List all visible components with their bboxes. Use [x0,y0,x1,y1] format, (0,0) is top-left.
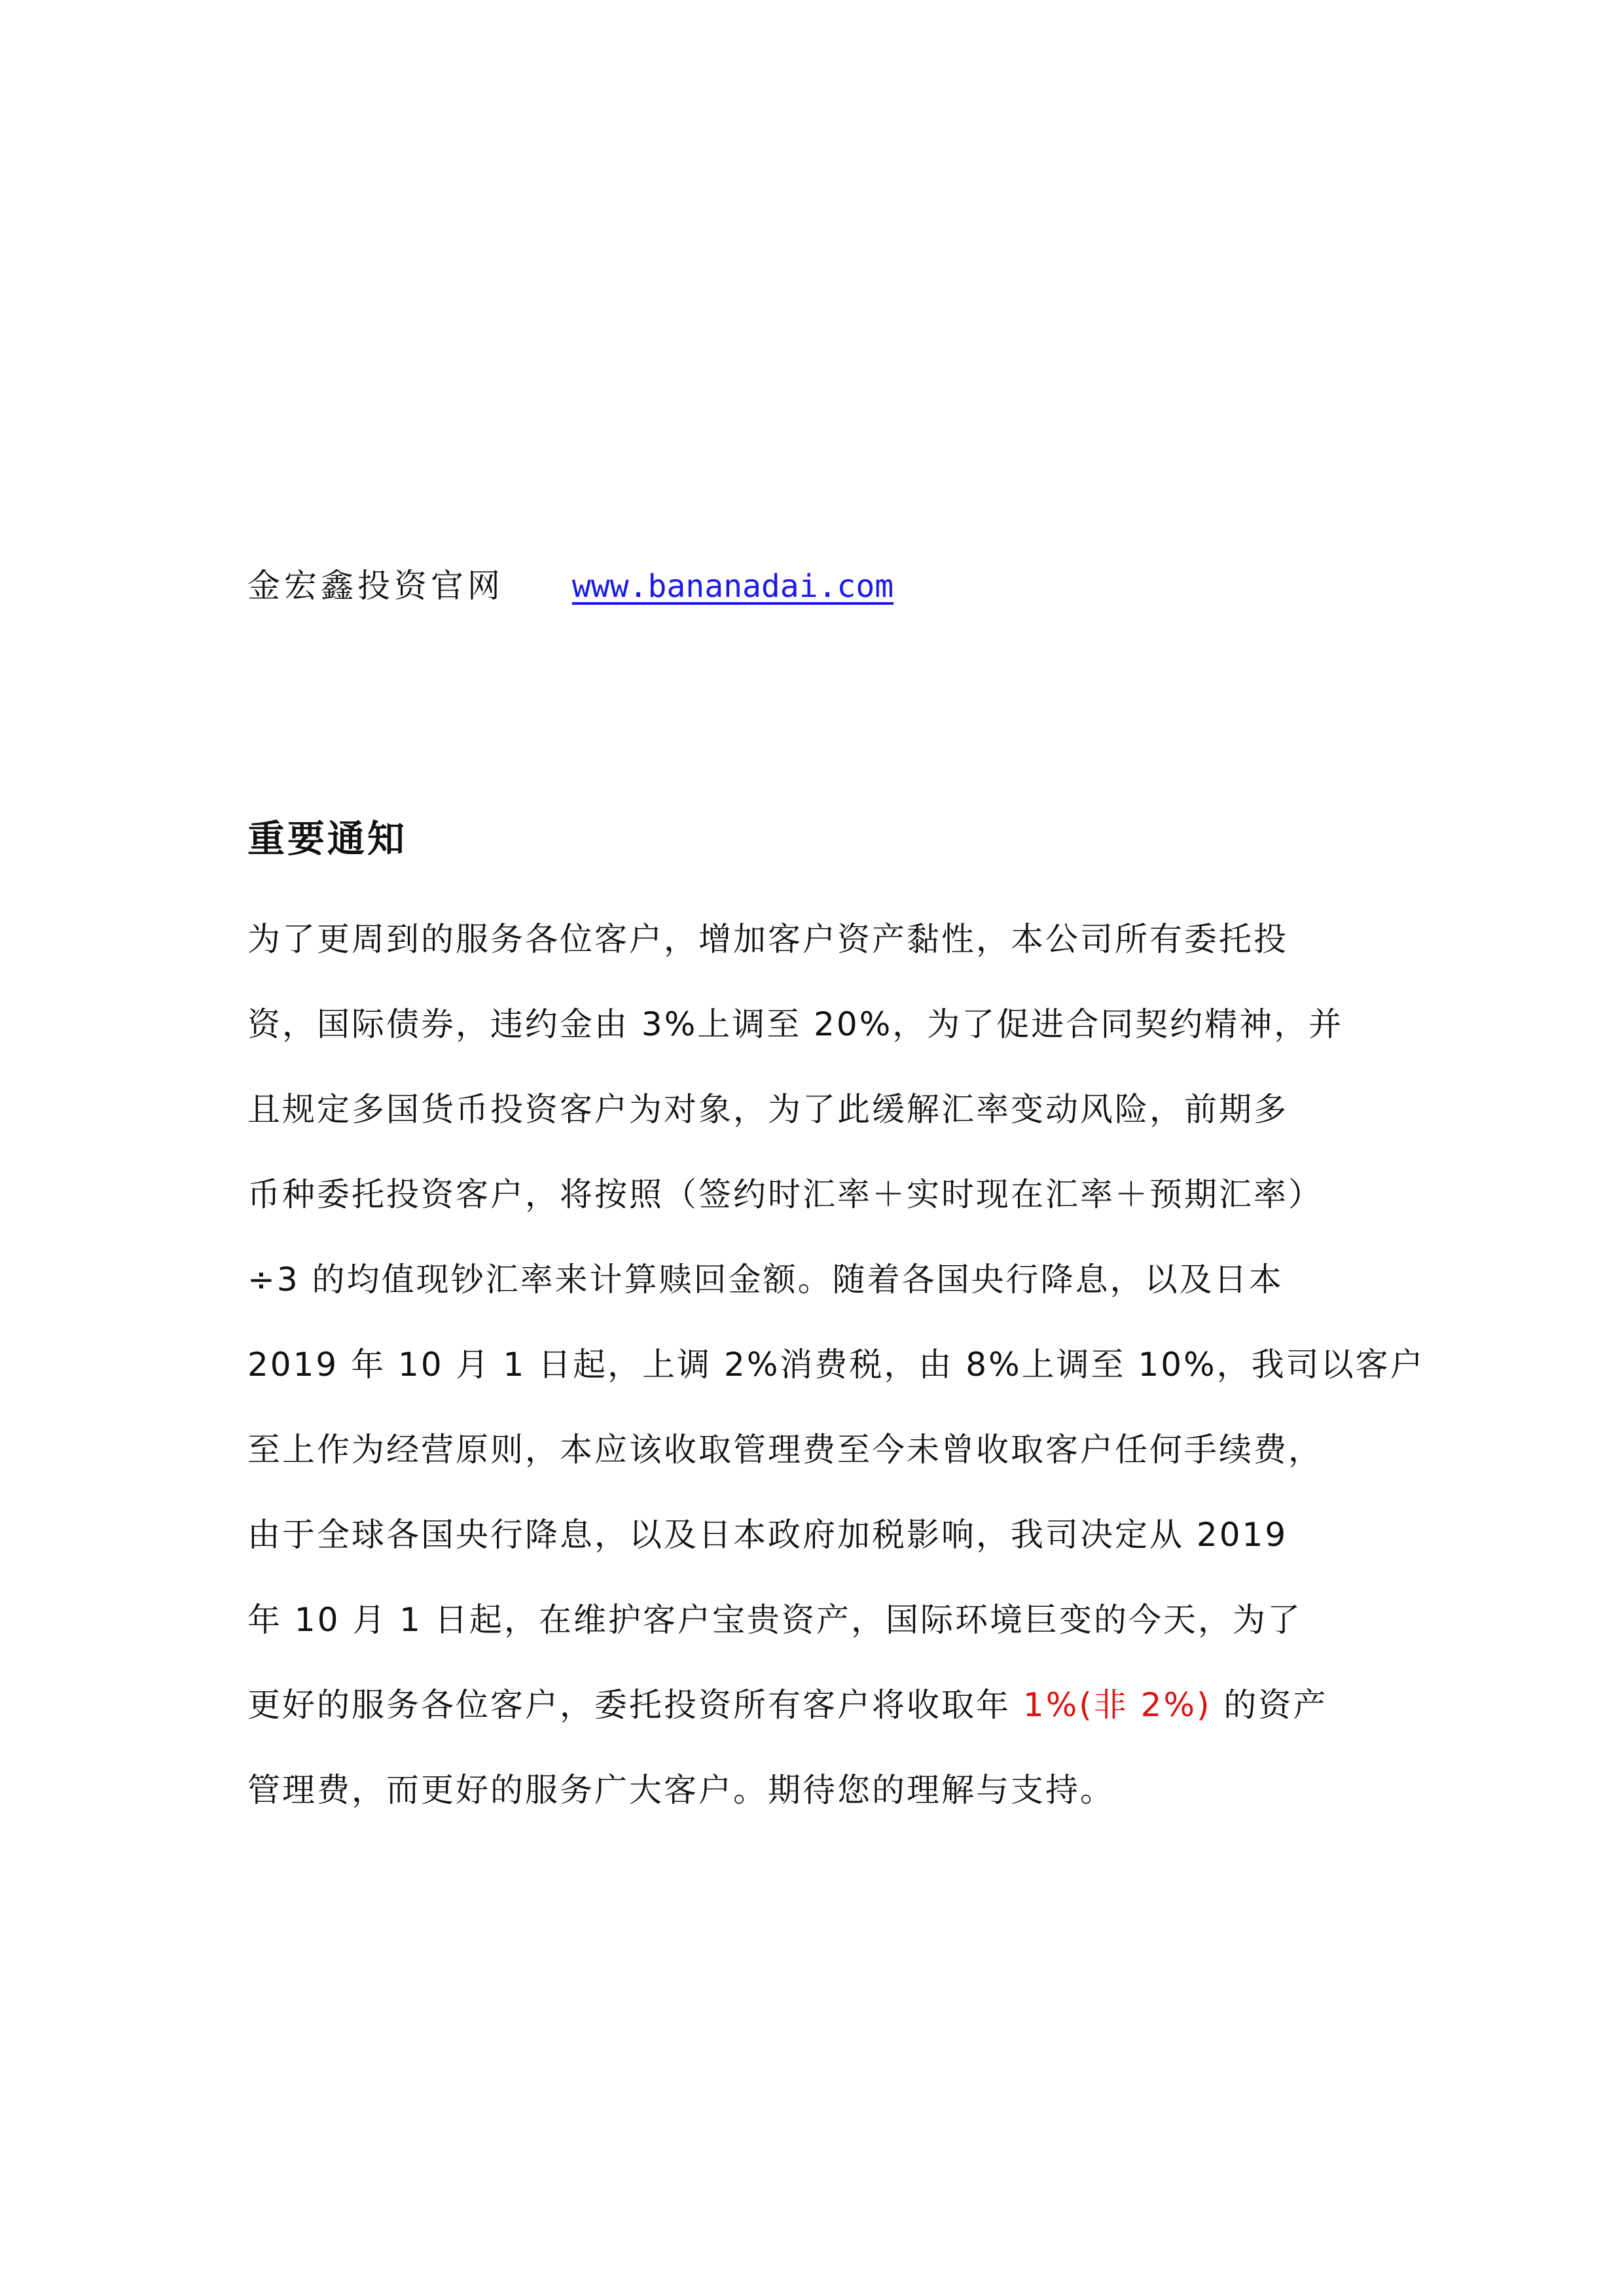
fee-highlight: 1%(非 2%) [1022,1686,1212,1724]
notice-line-1: 为了更周到的服务各位客户，增加客户资产黏性，本公司所有委托投 [247,920,1288,958]
notice-line-10-start: 更好的服务各位客户，委托投资所有客户将收取年 [247,1686,1023,1724]
notice-line-2: 资，国际债券，违约金由 3%上调至 20%，为了促进合同契约精神，并 [247,1005,1344,1043]
notice-line-10 [247,1662,1399,1748]
notice-line-8: 由于全球各国央行降息，以及日本政府加税影响，我司决定从 2019 [247,1516,1288,1554]
notice-line-3: 且规定多国货币投资客户为对象，为了此缓解汇率变动风险，前期多 [247,1090,1288,1128]
notice-line-4: 币种委托投资客户，将按照（签约时汇率＋实时现在汇率＋预期汇率） [247,1175,1323,1213]
site-url-link[interactable]: www.bananadai.com [571,568,894,605]
site-name: 金宏鑫投资官网 [247,567,504,605]
notice-title: 重要通知 [247,817,407,861]
notice-line-5: ÷3 的均值现钞汇率来计算赎回金额。随着各国央行降息，以及日本 [247,1261,1284,1299]
notice-line-11: 管理费，而更好的服务广大客户。期待您的理解与支持。 [247,1771,1115,1809]
notice-line-10-end: 的资产 [1211,1686,1328,1724]
notice-line-9: 年 10 月 1 日起，在维护客户宝贵资产，国际环境巨变的今天，为了 [247,1601,1303,1639]
notice-line-7: 至上作为经营原则，本应该收取管理费至今未曾收取客户任何手续费， [247,1431,1323,1469]
site-header [247,553,893,619]
notice-body [247,897,1425,1833]
notice-line-6: 2019 年 10 月 1 日起，上调 2%消费税，由 8%上调至 10%，我司以客户 [247,1346,1425,1384]
